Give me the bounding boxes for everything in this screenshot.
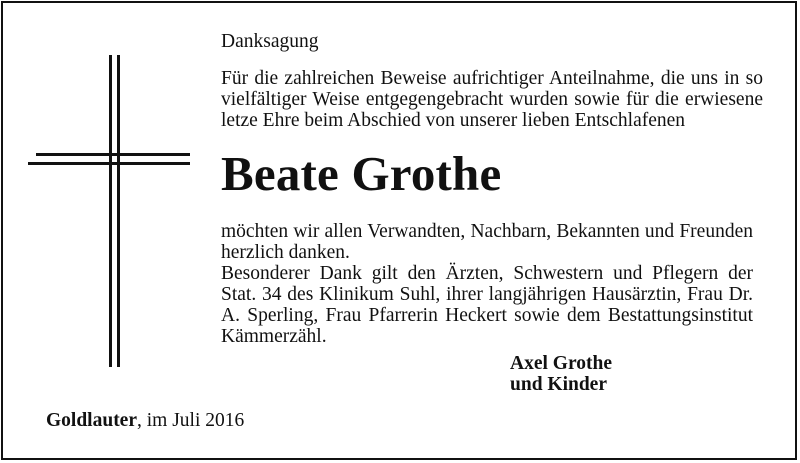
notice-heading: Danksagung bbox=[221, 31, 319, 52]
intro-text: Für die zahlreichen Beweise aufrichtiger Anteilnahme, die uns in so vielfältiger Weise entgegengebracht wurden sowie für die erwiesene letze Ehre beim Abschied von unserer lieben Entschlafenen bbox=[221, 68, 763, 131]
place-date bbox=[46, 410, 244, 431]
signature bbox=[510, 353, 612, 395]
thanks-text: möchten wir allen Verwandten, Nachbarn, Bekannten und Freunden herzlich danken. bbox=[221, 221, 753, 263]
signature-line-2: und Kinder bbox=[510, 374, 607, 395]
date-text: , im Juli 2016 bbox=[137, 410, 245, 431]
deceased-name: Beate Grothe bbox=[221, 146, 502, 201]
thanks-body bbox=[221, 221, 753, 347]
signature-line-1: Axel Grothe bbox=[510, 353, 612, 374]
place-name: Goldlauter bbox=[46, 410, 137, 431]
special-thanks-text: Besonderer Dank gilt den Ärzten, Schwestern und Pflegern der Stat. 34 des Klinikum Suhl, ihrer langjährigen Hausärztin, Frau Dr. A. Sperling, Frau Pfarrerin Heckert sowie dem Bestattungsinstitut Kämmerzähl. bbox=[221, 263, 753, 347]
